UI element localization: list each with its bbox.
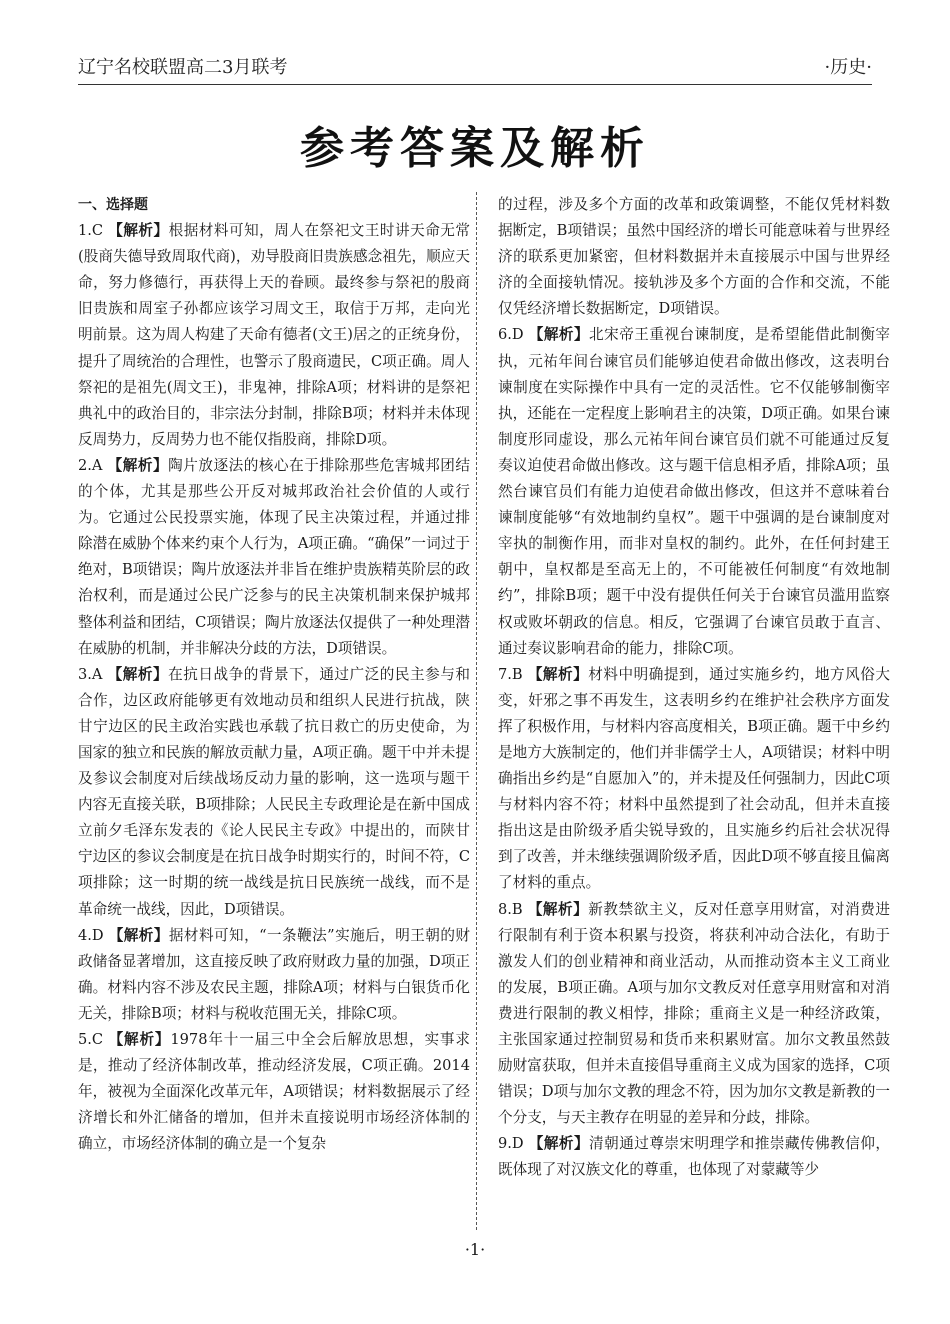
page-header bbox=[78, 52, 872, 80]
right-column-items bbox=[498, 192, 890, 1184]
analysis-tag: 【解析】 bbox=[108, 926, 169, 944]
answer-text: 在抗日战争的背景下，通过广泛的民主参与和合作，边区政府能够更有效地动员和组织人民进行抗战，陕甘宁边区的民主政治实践也承载了抗日救亡的历史使命，为国家的独立和民族的解放贡献力量，A项正确。题干中并未提及参议会制度对后续战场反动力量的影响，这一选项与题干内容无直接关联，B项排除；人民民主专政理论是在新中国成立前夕毛泽东发表的《论人民民主专政》中提出的，而陕甘宁边区的参议会制度是在抗日战争时期实行的，时间不符，C项排除；这一时期的统一战线是抗日民族统一战线，而不是革命统一战线，因此，D项错误。 bbox=[78, 665, 470, 918]
answer-number: 3.A bbox=[78, 665, 108, 683]
answer-item bbox=[78, 923, 470, 1027]
answer-text: 北宋帝王重视台谏制度，是希望能借此制衡宰执，元祐年间台谏官员们能够迫使君命做出修改，这表明台谏制度在实际操作中具有一定的灵活性。它不仅能够制衡宰执，还能在一定程度上影响君主的决策，D项正确。如果台谏制度形同虚设，那么元祐年间台谏官员们就不可能通过反复奏议迫使君命做出修改。这与题干信息相矛盾，排除A项；虽然台谏官员们有能力迫使君命做出修改，但这并不意味着台谏制度能够“有效地制约皇权”。题干中强调的是台谏制度对宰执的制衡作用，而非对皇权的制约。此外，在任何封建王朝中，皇权都是至高无上的，不可能被任何制度“有效地制约”，排除B项；题干中没有提供任何关于台谏官员滥用监察权或败坏朝政的信息。相反，它强调了台谏官员敢于直言、通过奏议影响君命的能力，排除C项。 bbox=[498, 326, 890, 657]
answer-item bbox=[78, 453, 470, 662]
right-column bbox=[498, 192, 890, 1184]
answer-number: 9.D bbox=[498, 1135, 529, 1153]
analysis-tag: 【解析】 bbox=[107, 665, 169, 683]
answer-text: 清朝通过尊崇宋明理学和推崇藏传佛教信仰，既体现了对汉族文化的尊重，也体现了对蒙藏等少 bbox=[498, 1135, 890, 1179]
analysis-tag: 【解析】 bbox=[528, 326, 590, 344]
answer-number: 1.C bbox=[78, 222, 109, 240]
left-column bbox=[78, 192, 470, 1157]
analysis-tag: 【解析】 bbox=[527, 665, 589, 683]
analysis-tag: 【解析】 bbox=[527, 900, 589, 918]
section-title: 一、选择题 bbox=[78, 197, 148, 213]
answer-item bbox=[78, 662, 470, 923]
analysis-tag: 【解析】 bbox=[528, 1135, 590, 1153]
answer-number: 2.A bbox=[78, 456, 108, 474]
answer-text: 的过程，涉及多个方面的改革和政策调整，不能仅凭材料数据断定，B项错误；虽然中国经济的增长可能意味着与世界经济的联系更加紧密，但材料数据并未直接展示中国与世界经济的全面接轨情况。接轨涉及多个方面的合作和交流，不能仅凭经济增长数据断定，D项错误。 bbox=[498, 196, 890, 318]
answer-text: 1978年十一届三中全会后解放思想，实事求是，推动了经济体制改革，推动经济发展，C项正确。2014年，被视为全面深化改革元年，A项错误；材料数据展示了经济增长和外汇储备的增加，但并未直接说明市场经济体制的确立，市场经济体制的确立是一个复杂 bbox=[78, 1031, 470, 1153]
column-divider bbox=[476, 192, 477, 1230]
header-subject: ·历史· bbox=[824, 57, 872, 78]
answer-text: 新教禁欲主义，反对任意享用财富，对消费进行限制有利于资本积累与投资，将获利冲动合法化，有助于激发人们的创业精神和商业活动，从而推动资本主义工商业的发展，B项正确。A项与加尔文教反对任意享用财富和对消费进行限制的教义相悖，排除；重商主义是一种经济政策，主张国家通过控制贸易和货币来积累财富。加尔文教虽然鼓励财富获取，但并未直接倡导重商主义成为国家的选择，C项错误；D项与加尔文教的理念不符，因为加尔文教是新教的一个分支，与天主教存在明显的差异和分歧，排除。 bbox=[498, 900, 890, 1127]
answer-text: 陶片放逐法的核心在于排除那些危害城邦团结的个体，尤其是那些公开反对城邦政治社会价值的人或行为。它通过公民投票实施，体现了民主决策过程，并通过排除潜在威胁个体来约束个人行为，A项正确。“确保”一词过于绝对，B项错误；陶片放逐法并非旨在维护贵族精英阶层的政治权利，而是通过公民广泛参与的民主决策机制来保护城邦整体利益和团结，C项错误；陶片放逐法仅提供了一种处理潜在威胁的机制，并非解决分歧的方法，D项错误。 bbox=[78, 456, 470, 657]
analysis-tag: 【解析】 bbox=[108, 222, 169, 240]
answer-item bbox=[498, 662, 890, 897]
answer-item bbox=[78, 1027, 470, 1157]
analysis-tag: 【解析】 bbox=[108, 1031, 171, 1048]
answer-text: 材料中明确提到，通过实施乡约，地方风俗大变，奸邪之事不再发生，这表明乡约在维护社会秩序方面发挥了积极作用，与材料内容高度相关，B项正确。题干中乡约是地方大族制定的，他们并非儒学士人，A项错误；材料中明确指出乡约是“自愿加入”的，并未提及任何强制力，因此C项与材料内容不符；材料中虽然提到了社会动乱，但并未直接指出这是由阶级矛盾尖锐导致的，且实施乡约后社会状况得到了改善，并未继续强调阶级矛盾，因此D项不够直接且偏离了材料的重点。 bbox=[498, 665, 890, 892]
answer-item bbox=[78, 218, 470, 453]
header-exam-name: 辽宁名校联盟高二3月联考 bbox=[78, 57, 288, 78]
answer-item bbox=[498, 1131, 890, 1183]
answer-item bbox=[498, 192, 890, 322]
header-rule bbox=[78, 84, 872, 85]
answer-number: 5.C bbox=[78, 1031, 109, 1048]
answer-number: 6.D bbox=[498, 326, 529, 344]
answer-text: 据材料可知，“一条鞭法”实施后，明王朝的财政储备显著增加，这直接反映了政府财政力量的加强，D项正确。材料内容不涉及农民主题，排除A项；材料与白银货币化无关，排除B项；材料与税收范围无关，排除C项。 bbox=[78, 926, 470, 1022]
answer-item bbox=[498, 897, 890, 1132]
left-column-items bbox=[78, 218, 470, 1157]
answer-number: 7.B bbox=[498, 665, 528, 683]
page-number: ·1· bbox=[464, 1240, 486, 1259]
answer-number: 4.D bbox=[78, 926, 109, 944]
answer-text: 根据材料可知，周人在祭祀文王时讲天命无常(股商失德导致周取代商)，劝导股商旧贵族感念祖先，顺应天命，努力修德行，再获得上天的眷顾。最终参与祭祀的殷商旧贵族和周室子孙都应该学习周文王，取信于万邦，走向光明前景。这为周人构建了天命有德者(文王)居之的正统身份，提升了周统治的合理性，也警示了殷商遗民，C项正确。周人祭祀的是祖先(周文王)，非鬼神，排除A项；材料讲的是祭祀典礼中的政治目的，非宗法分封制，排除B项；材料并未体现反周势力，反周势力也不能仅指股商，排除D项。 bbox=[78, 222, 470, 448]
answer-number: 8.B bbox=[498, 900, 528, 918]
analysis-tag: 【解析】 bbox=[107, 456, 169, 474]
page-title: 参考答案及解析 bbox=[300, 123, 650, 174]
answer-item bbox=[498, 322, 890, 661]
